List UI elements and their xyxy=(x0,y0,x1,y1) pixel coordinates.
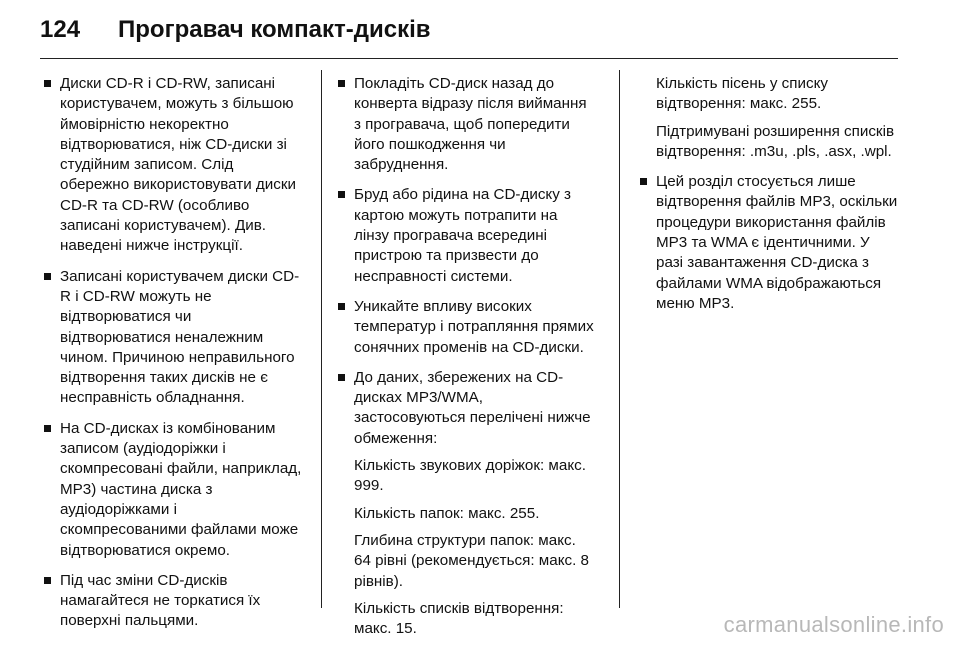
list-item xyxy=(338,368,596,640)
list-item-text: Уникайте впливу високих температур і потрапляння прямих сонячних променів на CD-диски. xyxy=(354,297,594,356)
bullet-icon xyxy=(338,303,345,310)
list-item-text: До даних, збережених на CD-дисках MP3/WMA, застосовуються перелічені нижче обмеження: xyxy=(354,368,591,447)
column-2 xyxy=(338,74,596,649)
paragraph: Підтримувані розширення списків відтворення: .m3u, .pls, .asx, .wpl. xyxy=(656,122,895,160)
list-item-text: На CD-дисках із комбінованим записом (аудіодоріжки і скомпресовані файли, наприклад, MP3) частина диска з аудіодоріжками і скомпресованими файлами може відтворюватися окремо. xyxy=(60,419,302,559)
list-item xyxy=(338,297,596,358)
limit-line: Кількість звукових доріжок: макс. 999. xyxy=(354,457,586,495)
page-number: 124 xyxy=(40,16,81,43)
bullet-icon xyxy=(44,425,51,432)
bullet-icon xyxy=(338,80,345,87)
bullet-icon xyxy=(44,80,51,87)
list-item-text: Під час зміни CD-дисків намагайтеся не торкатися їх поверхні пальцями. xyxy=(60,571,261,630)
list-item-text: Записані користувачем диски CD-R і CD-RW можуть не відтворюватися чи відтворюватися неналежним чином. Причиною неправильного відтворення таких дисків не є несправність обладнання. xyxy=(60,267,300,407)
bullet-icon xyxy=(338,374,345,381)
column-divider xyxy=(619,70,620,608)
column-3 xyxy=(640,74,900,324)
list-item xyxy=(44,419,302,561)
paragraph: Кількість пісень у списку відтворення: макс. 255. xyxy=(656,75,828,113)
list-item xyxy=(44,267,302,409)
limit-line: Кількість списків відтворення: макс. 15. xyxy=(354,599,564,638)
column-1 xyxy=(44,74,302,642)
list-item xyxy=(640,172,900,314)
limit-line: Кількість папок: макс. 255. xyxy=(354,504,540,522)
list-item xyxy=(338,74,596,175)
list-item-text: Бруд або рідина на CD-диску з картою можуть потрапити на лінзу програвача всередині пристрою та призвести до несправності системи. xyxy=(354,186,572,285)
list-item xyxy=(338,185,596,286)
page-header xyxy=(40,14,898,59)
column-divider xyxy=(321,70,322,608)
bullet-icon xyxy=(44,273,51,280)
list-item-text: Диски CD-R і CD-RW, записані користувачем, можуть з більшою ймовірністю некоректно відтворюватися, ніж CD-диски зі студійним записом. Слід обережно використовувати диски CD-R та CD-RW (особливо записані користувачем). Див. наведені нижче інструкції. xyxy=(60,75,296,255)
page-title: Програвач компакт-дисків xyxy=(118,16,431,43)
bullet-icon xyxy=(640,178,647,185)
limit-line: Глибина структури папок: макс. 64 рівні (рекомендується: макс. 8 рівнів). xyxy=(354,531,589,590)
watermark: carmanualsonline.info xyxy=(723,612,944,637)
list-item xyxy=(44,74,302,257)
list-item xyxy=(44,571,302,632)
list-item-text: Покладіть CD-диск назад до конверта відразу після виймання з програвача, щоб попередити його пошкодження чи забруднення. xyxy=(354,75,587,174)
bullet-icon xyxy=(44,577,51,584)
list-item-text: Цей розділ стосується лише відтворення файлів MP3, оскільки процедури використання файлів MP3 та WMA є ідентичними. У разі завантаження CD-диска з файлами WMA відображаються меню MP3. xyxy=(656,173,898,312)
bullet-icon xyxy=(338,191,345,198)
